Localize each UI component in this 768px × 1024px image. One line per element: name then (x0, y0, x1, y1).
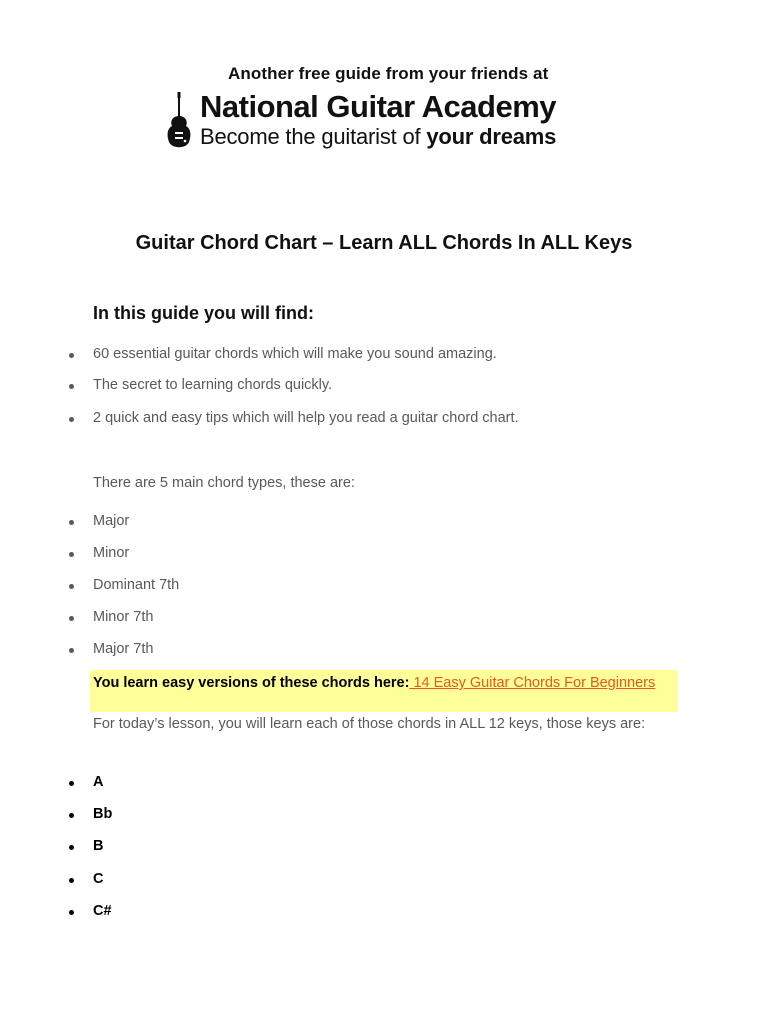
bullet-icon (69, 878, 74, 883)
callout-text: You learn easy versions of these chords here: (93, 675, 410, 691)
logo-tagline: Another free guide from your friends at (228, 64, 549, 83)
slogan-start: Become the guitarist of (200, 124, 427, 149)
bullet-icon (69, 520, 74, 525)
brand-name: National Guitar Academy (200, 89, 557, 124)
slogan-bold: your dreams (426, 124, 557, 149)
bullet-icon (69, 584, 74, 589)
bullet-icon (69, 781, 74, 786)
chord-types-intro: There are 5 main chord types, these are: (93, 475, 355, 491)
guide-heading: In this guide you will find: (93, 303, 314, 323)
document-title: Guitar Chord Chart – Learn ALL Chords In ALL Keys (135, 232, 633, 254)
bullet-icon (69, 910, 74, 915)
electric-guitar-icon (166, 92, 192, 150)
bullet-icon (69, 845, 74, 850)
bullet-icon (69, 813, 74, 818)
brand-slogan (200, 124, 556, 150)
bullet-icon (69, 417, 74, 422)
callout (93, 674, 673, 693)
beginner-chords-link[interactable]: 14 Easy Guitar Chords For Beginners (409, 675, 656, 691)
document-page: Another free guide from your friends at National Guitar Academy Become the guitarist of your dreams Guitar Chord Chart – Learn ALL Chords In ALL Keys In this guide you will find: 60 essential guitar chords which will make you sound amazing. The secret to learning chords quickly. 2 quick and easy tips which will help you read a guitar chord chart. There are 5 main chord types, these are: Major Minor Dominant 7th Minor 7th Major 7th You learn easy versions of these chords here: 14 Easy Guitar Chords For Beginners For today’s lesson, you will learn each of those chords in ALL 12 keys, those keys are: A Bb B C C# (0, 0, 768, 1024)
bullet-icon (69, 353, 74, 358)
bullet-icon (69, 616, 74, 621)
bullet-icon (69, 552, 74, 557)
bullet-icon (69, 384, 74, 389)
lesson-text: For today’s lesson, you will learn each of those chords in ALL 12 keys, those keys are: (93, 716, 646, 732)
bullet-icon (69, 648, 74, 653)
